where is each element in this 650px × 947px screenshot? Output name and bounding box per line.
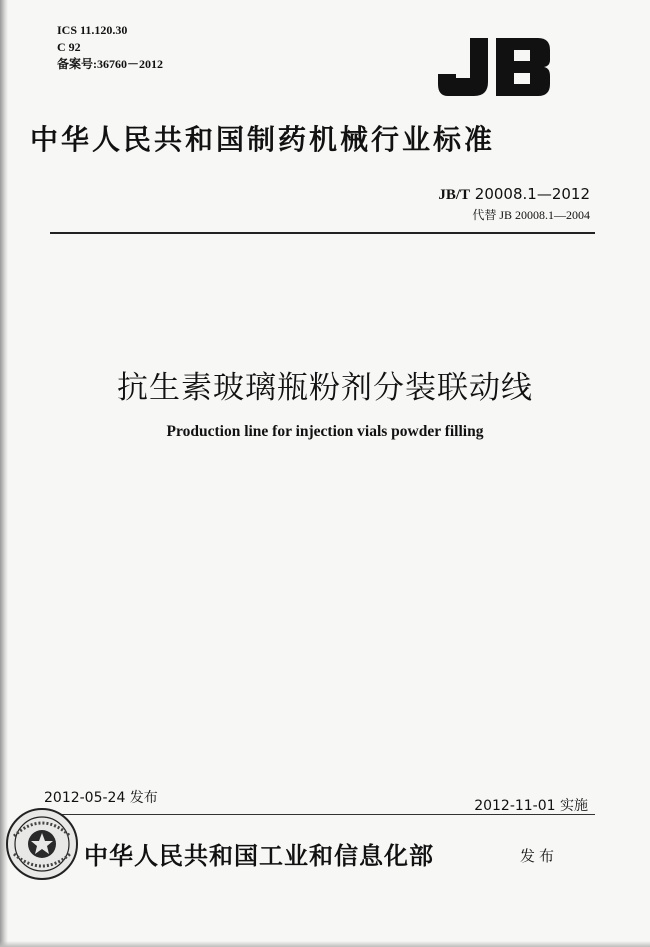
standard-prefix: JB/T: [438, 187, 471, 203]
publisher-name: 中华人民共和国工业和信息化部: [84, 841, 434, 870]
issue-date: 2012-05-24 发布: [44, 790, 158, 806]
scan-edge-bottom: [0, 941, 650, 947]
record-number: 备案号:36760－2012: [57, 57, 163, 71]
classification-block: [57, 22, 163, 73]
jb-logo: [438, 38, 553, 98]
header-divider: [50, 232, 595, 234]
implementation-date: 2012-11-01 实施: [474, 798, 588, 814]
footer-divider: [50, 814, 595, 815]
industry-standard-title: 中华人民共和国制药机械行业标准: [30, 123, 496, 156]
document-title-english: Production line for injection vials powder filling: [166, 423, 484, 440]
standard-code: 20008.1—2012: [474, 185, 590, 203]
publish-label: 发布: [520, 847, 559, 865]
scan-edge-left: [0, 0, 8, 947]
standard-number: [438, 185, 590, 204]
seal-stamp: [4, 806, 80, 882]
ics-code: ICS 11.120.30: [57, 23, 128, 37]
replaces-standard: 代替 JB 20008.1—2004: [472, 208, 590, 222]
ccs-code: C 92: [57, 40, 81, 54]
document-title-chinese: 抗生素玻璃瓶粉剂分装联动线: [117, 370, 533, 406]
